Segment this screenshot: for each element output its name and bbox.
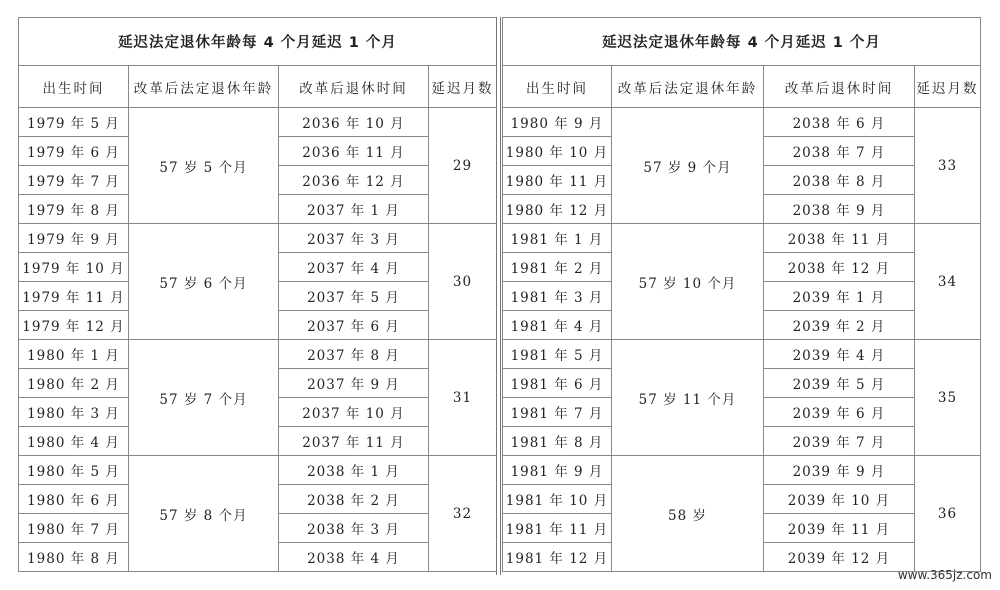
birth-date-cell: 1980 年 5 月 — [19, 456, 129, 485]
table-row — [503, 340, 981, 369]
delay-months-cell: 32 — [429, 456, 497, 572]
header-birth-date: 出生时间 — [19, 66, 129, 108]
retirement-age-cell: 57 岁 10 个月 — [612, 224, 764, 340]
birth-date-cell: 1979 年 7 月 — [19, 166, 129, 195]
birth-date-cell: 1981 年 2 月 — [503, 253, 612, 282]
retirement-time-cell: 2037 年 5 月 — [279, 282, 429, 311]
title-row — [503, 18, 981, 66]
retirement-time-cell: 2038 年 8 月 — [764, 166, 915, 195]
table-row — [503, 224, 981, 253]
header-retirement-age: 改革后法定退休年龄 — [129, 66, 279, 108]
header-row — [503, 66, 981, 108]
retirement-time-cell: 2039 年 4 月 — [764, 340, 915, 369]
header-retirement-time: 改革后退休时间 — [279, 66, 429, 108]
retirement-age-cell: 57 岁 7 个月 — [129, 340, 279, 456]
retirement-time-cell: 2039 年 10 月 — [764, 485, 915, 514]
retirement-age-cell: 57 岁 11 个月 — [612, 340, 764, 456]
retirement-time-cell: 2038 年 7 月 — [764, 137, 915, 166]
retirement-time-cell: 2038 年 9 月 — [764, 195, 915, 224]
birth-date-cell: 1981 年 9 月 — [503, 456, 612, 485]
birth-date-cell: 1981 年 1 月 — [503, 224, 612, 253]
retirement-time-cell: 2038 年 3 月 — [279, 514, 429, 543]
retirement-time-cell: 2036 年 12 月 — [279, 166, 429, 195]
retirement-time-cell: 2037 年 6 月 — [279, 311, 429, 340]
retirement-age-cell: 57 岁 5 个月 — [129, 108, 279, 224]
birth-date-cell: 1981 年 6 月 — [503, 369, 612, 398]
delay-months-cell: 30 — [429, 224, 497, 340]
birth-date-cell: 1981 年 4 月 — [503, 311, 612, 340]
birth-date-cell: 1979 年 9 月 — [19, 224, 129, 253]
birth-date-cell: 1981 年 5 月 — [503, 340, 612, 369]
retirement-time-cell: 2038 年 1 月 — [279, 456, 429, 485]
birth-date-cell: 1981 年 3 月 — [503, 282, 612, 311]
birth-date-cell: 1980 年 11 月 — [503, 166, 612, 195]
retirement-time-cell: 2039 年 5 月 — [764, 369, 915, 398]
table-row — [19, 340, 497, 369]
retirement-time-cell: 2037 年 10 月 — [279, 398, 429, 427]
retirement-time-cell: 2038 年 2 月 — [279, 485, 429, 514]
table-title: 延迟法定退休年龄每 4 个月延迟 1 个月 — [503, 18, 981, 66]
table-row — [503, 456, 981, 485]
table-row — [19, 224, 497, 253]
retirement-time-cell: 2039 年 2 月 — [764, 311, 915, 340]
retirement-time-cell: 2037 年 1 月 — [279, 195, 429, 224]
delay-months-cell: 36 — [915, 456, 981, 572]
title-row — [19, 18, 497, 66]
birth-date-cell: 1981 年 8 月 — [503, 427, 612, 456]
retirement-time-cell: 2038 年 6 月 — [764, 108, 915, 137]
retirement-time-cell: 2036 年 11 月 — [279, 137, 429, 166]
header-birth-date: 出生时间 — [503, 66, 612, 108]
delay-table — [18, 17, 497, 572]
site-watermark: www.365jz.com — [897, 568, 992, 582]
delay-months-cell: 29 — [429, 108, 497, 224]
header-row — [19, 66, 497, 108]
birth-date-cell: 1981 年 7 月 — [503, 398, 612, 427]
table-divider — [496, 17, 501, 575]
delay-months-cell: 31 — [429, 340, 497, 456]
birth-date-cell: 1980 年 1 月 — [19, 340, 129, 369]
birth-date-cell: 1979 年 11 月 — [19, 282, 129, 311]
birth-date-cell: 1981 年 12 月 — [503, 543, 612, 572]
retirement-time-cell: 2039 年 6 月 — [764, 398, 915, 427]
retirement-time-cell: 2037 年 8 月 — [279, 340, 429, 369]
birth-date-cell: 1980 年 10 月 — [503, 137, 612, 166]
retirement-age-cell: 57 岁 9 个月 — [612, 108, 764, 224]
retirement-time-cell: 2039 年 11 月 — [764, 514, 915, 543]
retirement-age-cell: 57 岁 8 个月 — [129, 456, 279, 572]
birth-date-cell: 1979 年 6 月 — [19, 137, 129, 166]
table-title: 延迟法定退休年龄每 4 个月延迟 1 个月 — [19, 18, 497, 66]
retirement-time-cell: 2037 年 3 月 — [279, 224, 429, 253]
birth-date-cell: 1979 年 5 月 — [19, 108, 129, 137]
retirement-time-cell: 2036 年 10 月 — [279, 108, 429, 137]
birth-date-cell: 1980 年 9 月 — [503, 108, 612, 137]
header-retirement-time: 改革后退休时间 — [764, 66, 915, 108]
header-retirement-age: 改革后法定退休年龄 — [612, 66, 764, 108]
retirement-time-cell: 2038 年 4 月 — [279, 543, 429, 572]
birth-date-cell: 1980 年 3 月 — [19, 398, 129, 427]
birth-date-cell: 1980 年 4 月 — [19, 427, 129, 456]
retirement-time-cell: 2039 年 1 月 — [764, 282, 915, 311]
birth-date-cell: 1980 年 2 月 — [19, 369, 129, 398]
birth-date-cell: 1980 年 6 月 — [19, 485, 129, 514]
retirement-time-cell: 2039 年 7 月 — [764, 427, 915, 456]
delay-months-cell: 34 — [915, 224, 981, 340]
retirement-time-cell: 2037 年 9 月 — [279, 369, 429, 398]
birth-date-cell: 1981 年 10 月 — [503, 485, 612, 514]
retirement-time-cell: 2038 年 12 月 — [764, 253, 915, 282]
delay-months-cell: 33 — [915, 108, 981, 224]
retirement-time-cell: 2037 年 11 月 — [279, 427, 429, 456]
retirement-time-cell: 2039 年 9 月 — [764, 456, 915, 485]
birth-date-cell: 1980 年 12 月 — [503, 195, 612, 224]
birth-date-cell: 1979 年 12 月 — [19, 311, 129, 340]
delay-months-cell: 35 — [915, 340, 981, 456]
birth-date-cell: 1981 年 11 月 — [503, 514, 612, 543]
table-row — [19, 108, 497, 137]
birth-date-cell: 1980 年 8 月 — [19, 543, 129, 572]
birth-date-cell: 1980 年 7 月 — [19, 514, 129, 543]
retirement-time-cell: 2037 年 4 月 — [279, 253, 429, 282]
retirement-time-cell: 2039 年 12 月 — [764, 543, 915, 572]
retirement-table-left — [18, 17, 497, 572]
birth-date-cell: 1979 年 10 月 — [19, 253, 129, 282]
table-row — [503, 108, 981, 137]
retirement-table-right — [502, 17, 981, 572]
table-row — [19, 456, 497, 485]
retirement-time-cell: 2038 年 11 月 — [764, 224, 915, 253]
header-delay-months: 延迟月数 — [915, 66, 981, 108]
header-delay-months: 延迟月数 — [429, 66, 497, 108]
birth-date-cell: 1979 年 8 月 — [19, 195, 129, 224]
delay-table — [502, 17, 981, 572]
retirement-age-cell: 58 岁 — [612, 456, 764, 572]
retirement-age-cell: 57 岁 6 个月 — [129, 224, 279, 340]
